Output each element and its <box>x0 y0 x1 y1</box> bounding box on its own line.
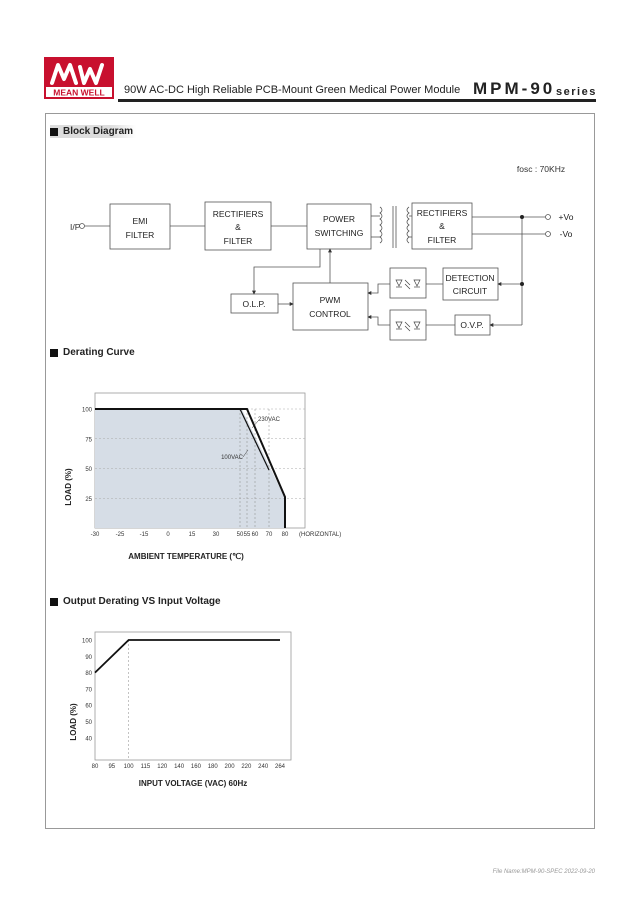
x-tick-label: -15 <box>139 532 149 538</box>
rect1-label-3: FILTER <box>223 236 253 246</box>
series-230vac-label: 230VAC <box>258 417 280 423</box>
y-tick-label: 100 <box>81 638 92 645</box>
x-tick-label: 220 <box>241 764 252 770</box>
x-tick-label: 80 <box>281 532 289 538</box>
x-tick-label: 95 <box>108 764 116 770</box>
y-tick-label: 40 <box>85 736 92 743</box>
bullet-square-icon <box>50 598 58 606</box>
x-tick-label: 200 <box>224 764 235 770</box>
x-tick-label: 264 <box>274 764 286 770</box>
transformer-primary <box>380 207 382 243</box>
y-axis-label: LOAD (%) <box>64 468 73 506</box>
x-tick-label: 80 <box>91 764 99 770</box>
optocoupler-icon <box>396 280 420 331</box>
x-axis-suffix: (HORIZONTAL) <box>299 532 342 538</box>
x-tick-label: 55 <box>243 532 251 538</box>
x-tick-label: 240 <box>258 764 269 770</box>
pwm-control-block <box>293 283 368 330</box>
olp-label: O.L.P. <box>242 299 266 309</box>
x-tick-label: 50 <box>236 532 244 538</box>
rect2-label-3: FILTER <box>427 235 457 245</box>
y-tick-label: 100 <box>81 407 92 414</box>
ps-label-1: POWER <box>322 214 356 224</box>
x-tick-label: -25 <box>115 532 125 538</box>
x-tick-label: 120 <box>157 764 168 770</box>
ovp-label: O.V.P. <box>460 320 484 330</box>
pwm-label-2: CONTROL <box>309 309 351 319</box>
emi-label-1: EMI <box>132 216 148 226</box>
y-tick-label: 75 <box>85 437 92 444</box>
x-tick-label: 15 <box>188 532 196 538</box>
vo-positive-label: +Vo <box>558 212 574 222</box>
y-tick-label: 50 <box>85 720 92 726</box>
logo-text: MEAN WELL <box>53 87 105 98</box>
rect1-label-1: RECTIFIERS <box>212 209 264 219</box>
transformer-secondary <box>407 207 409 243</box>
y-tick-label: 80 <box>85 671 92 678</box>
fosc-label: fosc : 70KHz <box>516 164 566 174</box>
ip-label: I/P <box>70 222 81 232</box>
header-rule <box>118 99 596 102</box>
y-axis-label: LOAD (%) <box>69 703 78 741</box>
x-tick-label: -30 <box>90 532 100 538</box>
series-label: series <box>556 86 597 98</box>
detection-label-2: CIRCUIT <box>452 286 488 296</box>
x-tick-label: 30 <box>212 532 220 538</box>
x-tick-label: 160 <box>190 764 201 770</box>
x-tick-label: 180 <box>207 764 218 770</box>
rect2-label-2: & <box>439 221 445 231</box>
output-terminal-positive <box>546 215 551 220</box>
rect2-label-1: RECTIFIERS <box>416 208 468 218</box>
section-title: Output Derating VS Input Voltage <box>63 596 221 607</box>
y-tick-label: 60 <box>85 703 92 710</box>
x-tick-label: 70 <box>265 532 273 538</box>
vo-negative-label: -Vo <box>559 229 573 239</box>
file-name-footer: File Name:MPM-90-SPEC 2022-09-20 <box>492 869 595 875</box>
pwm-label-1: PWM <box>319 295 341 305</box>
emi-filter-block <box>110 204 170 249</box>
detection-label-1: DETECTION <box>445 273 495 283</box>
power-switching-block <box>307 204 371 249</box>
rect1-label-2: & <box>235 222 241 232</box>
x-tick-label: 115 <box>140 764 151 770</box>
derating-curve-chart <box>0 380 640 570</box>
output-derating-chart <box>0 625 640 795</box>
document-title: 90W AC-DC High Reliable PCB-Mount Green Medical Power Module <box>124 84 461 96</box>
x-axis-label: AMBIENT TEMPERATURE (℃) <box>128 552 244 561</box>
x-tick-label: 60 <box>251 532 259 538</box>
x-axis-label: INPUT VOLTAGE (VAC) 60Hz <box>138 779 248 788</box>
y-tick-label: 70 <box>85 687 92 694</box>
block-diagram <box>0 150 640 350</box>
section-title: Block Diagram <box>63 126 134 137</box>
output-terminal-negative <box>546 232 551 237</box>
model-name: MPM-90 <box>473 79 556 98</box>
mean-well-logo <box>44 57 114 99</box>
section-title: Derating Curve <box>63 347 135 358</box>
section-block-diagram <box>50 125 136 138</box>
series-100vac-label: 100VAC <box>221 455 243 461</box>
y-tick-label: 50 <box>85 467 92 473</box>
emi-label-2: FILTER <box>125 230 155 240</box>
x-tick-label: 140 <box>174 764 185 770</box>
y-tick-label: 25 <box>85 496 92 503</box>
y-tick-label: 90 <box>85 654 92 661</box>
ps-label-2: SWITCHING <box>314 228 364 238</box>
x-tick-label: 0 <box>166 532 170 538</box>
plot-frame <box>95 632 291 760</box>
x-tick-label: 100 <box>123 764 134 770</box>
section-output-derating <box>50 595 224 608</box>
bullet-square-icon <box>50 128 58 136</box>
